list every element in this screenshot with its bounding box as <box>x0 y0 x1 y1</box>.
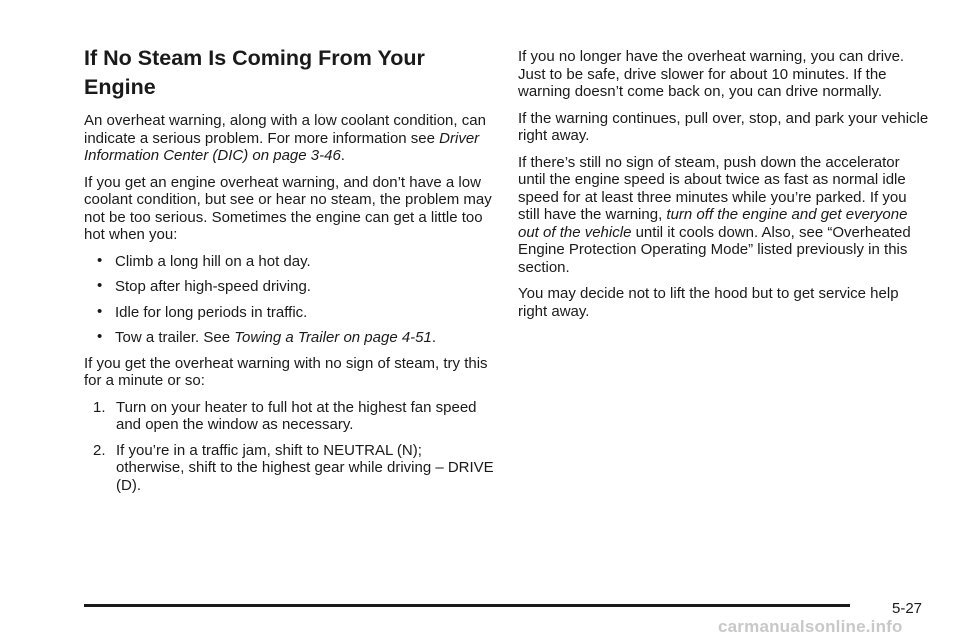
list-item: • Tow a trailer. See Towing a Trailer on page 4-51. <box>97 328 437 346</box>
bullet-icon: • <box>97 302 103 320</box>
cross-reference-towing[interactable]: Towing a Trailer on page 4-51 <box>234 329 432 346</box>
conditions-list <box>84 253 494 347</box>
paragraph-still-no-steam: If there’s still no sign of steam, push down the accelerator until the engine speed is about twice as fast as normal idle speed for at least three minutes while you’re parked. If you still have the warning, turn off the engine and get everyone out of the vehicle until it cools down. Also, see “Overheated Engine Protection Operating Mode” listed previously in this section. <box>518 153 911 276</box>
bullet-icon: • <box>97 328 103 345</box>
list-item: • Stop after high-speed driving. <box>97 277 311 295</box>
paragraph-get-service: You may decide not to lift the hood but to get service help right away. <box>518 285 899 320</box>
step-item: 2. If you’re in a traffic jam, shift to NEUTRAL (N); otherwise, shift to the highest gear while driving – DRIVE (D). <box>93 441 494 494</box>
section-title: If No Steam Is Coming From Your Engine <box>84 46 425 99</box>
left-column <box>84 0 494 502</box>
footer-rule <box>84 604 850 607</box>
paragraph-no-steam: If you get an engine overheat warning, and don’t have a low coolant condition, but see or hear no steam, the problem may not be too serious. Sometimes the engine can get a little too hot when you: <box>84 173 492 243</box>
paragraph-try-this: If you get the overheat warning with no sign of steam, try this for a minute or so: <box>84 354 488 389</box>
list-item: • Climb a long hill on a hot day. <box>97 251 311 270</box>
steps-list <box>84 399 494 495</box>
step-number: 1. <box>93 398 106 416</box>
bullet-icon: • <box>97 277 103 294</box>
right-column <box>518 0 930 329</box>
bullet-icon: • <box>97 251 103 269</box>
cross-reference-dic[interactable]: Driver Information Center (DIC) on page 3-46 <box>84 129 480 164</box>
step-number: 2. <box>93 441 106 459</box>
watermark-text: carmanualsonline.info <box>718 617 903 636</box>
page-number: 5-27 <box>892 600 923 617</box>
list-item: • Idle for long periods in traffic. <box>97 302 308 321</box>
paragraph-no-longer-warning: If you no longer have the overheat warning, you can drive. Just to be safe, drive slower for about 10 minutes. If the warning doesn’t come back on, you can drive normally. <box>518 48 905 100</box>
step-item: 1. Turn on your heater to full hot at the highest fan speed and open the window as necessary. <box>93 398 477 433</box>
paragraph-overheat-warning: An overheat warning, along with a low coolant condition, can indicate a serious problem. For more information see Driver Information Center (DIC) on page 3-46. <box>84 112 486 164</box>
emphasis-turn-off-engine: turn off the engine and get everyone out of the vehicle <box>518 206 908 241</box>
paragraph-warning-continues: If the warning continues, pull over, stop, and park your vehicle right away. <box>518 109 929 144</box>
